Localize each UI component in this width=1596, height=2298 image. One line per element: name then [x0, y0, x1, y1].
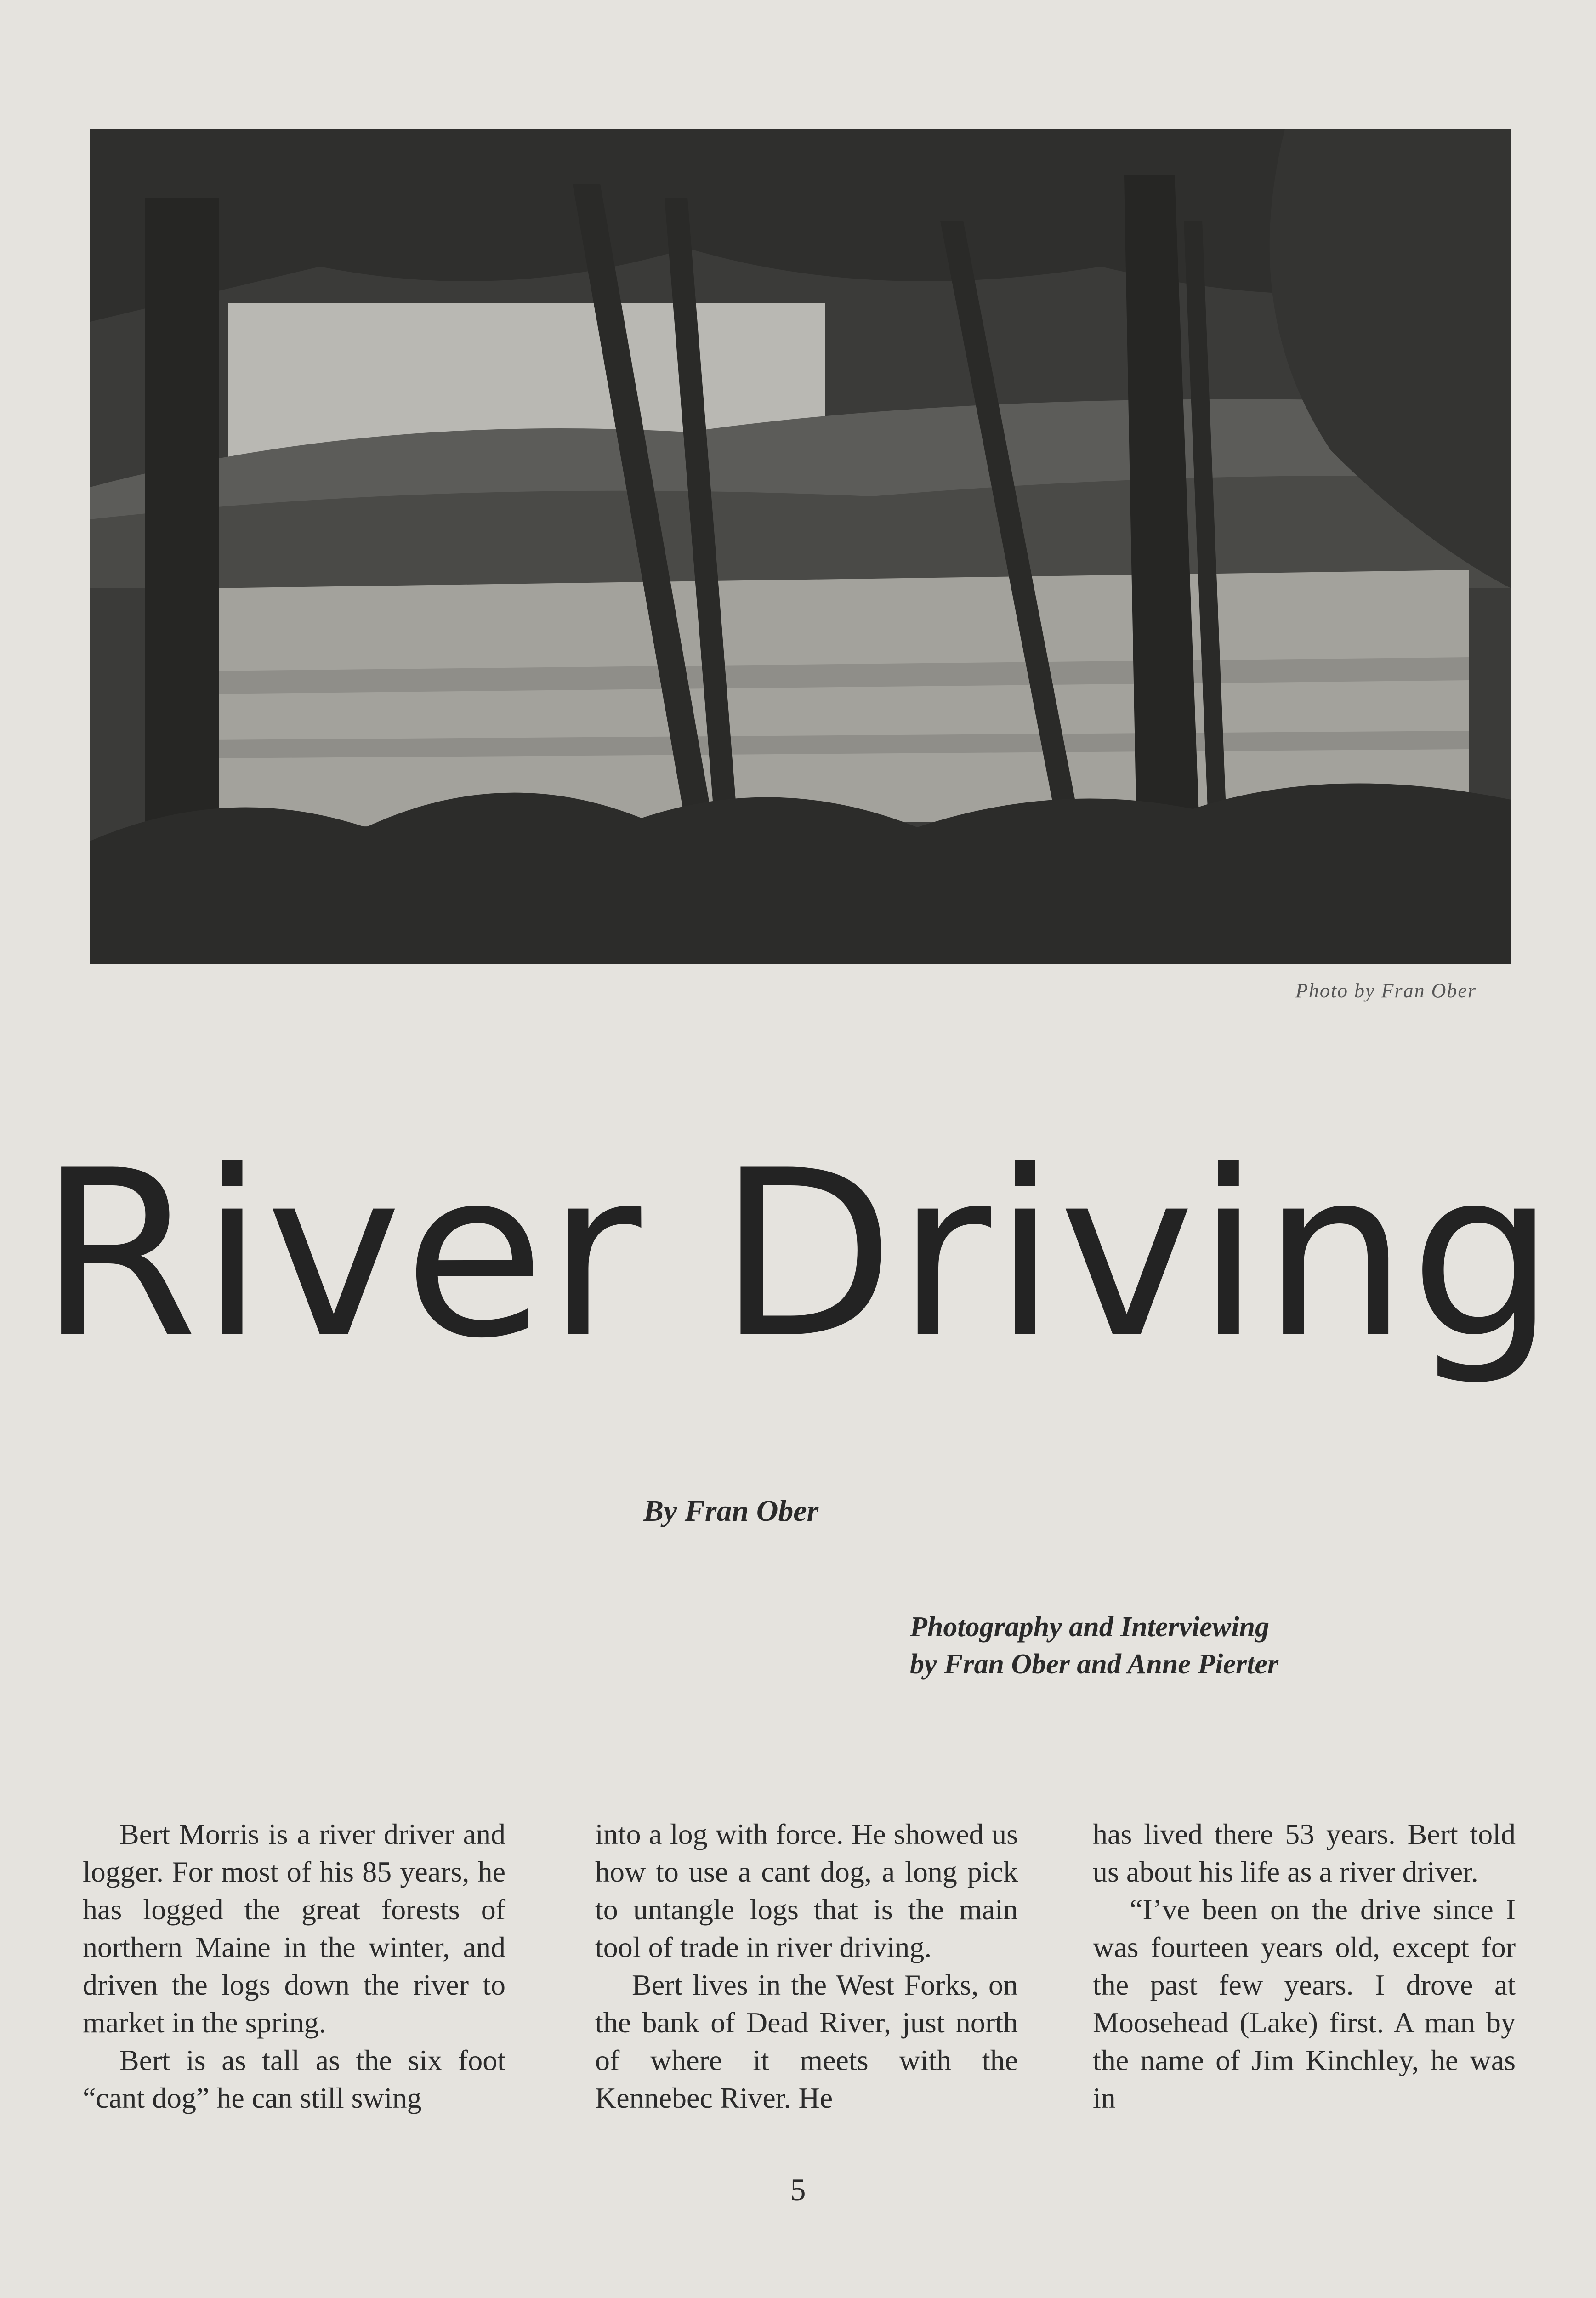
photo-credit: Photo by Fran Ober — [1295, 979, 1477, 1002]
paragraph: has lived there 53 years. Bert told us about his life as a river driver. — [1093, 1818, 1516, 1888]
page-number: 5 — [790, 2172, 806, 2207]
paragraph: Bert lives in the West Forks, on the bank of Dead River, just north of where it meets with the Kennebec River. He — [595, 1968, 1018, 2114]
river-photo — [90, 129, 1511, 964]
photography-credits — [910, 1609, 1369, 1683]
paragraph: Bert Morris is a river driver and logger. For most of his 85 years, he has logged the great forests of northern Maine in the winter, and driven the logs down the river to market in the spring. — [83, 1818, 505, 2039]
paragraph: “I’ve been on the drive since I was fourteen years old, except for the past few years. I drove at Moosehead (Lake) first. A man by the name of Jim Kinchley, he was in — [1093, 1893, 1516, 2114]
paragraph: Bert is as tall as the six foot “cant dog” he can still swing — [83, 2044, 505, 2114]
photo-image — [90, 129, 1511, 964]
text-column-2 — [595, 1815, 1018, 2117]
text-column-3 — [1093, 1815, 1516, 2117]
text-column-1 — [83, 1815, 505, 2117]
credits-line-1: Photography and Interviewing — [910, 1611, 1269, 1643]
byline: By Fran Ober — [643, 1494, 819, 1528]
paragraph: into a log with force. He showed us how to use a cant dog, a long pick to untangle logs that is the main tool of trade in river driving. — [595, 1818, 1018, 1963]
article-title: River Driving — [39, 1121, 1557, 1388]
credits-line-2: by Fran Ober and Anne Pierter — [910, 1648, 1279, 1680]
